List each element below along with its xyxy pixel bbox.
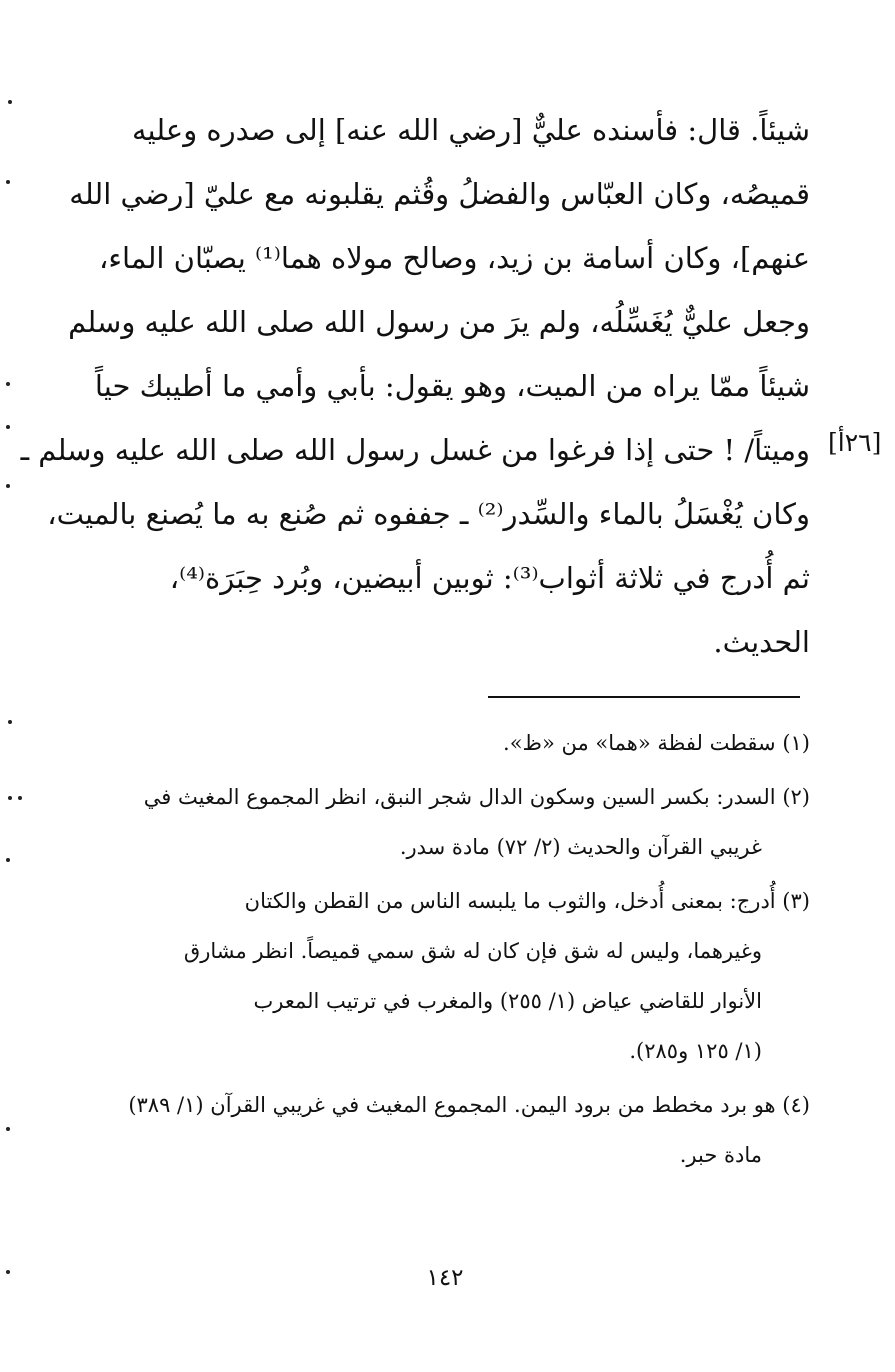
footnote-line: (٢) السدر: بكسر السين وسكون الدال شجر النبق، انظر المجموع المغيث في [143,785,810,809]
scan-speck [6,382,10,386]
main-text-line: وجعل عليٌّ يُغَسِّلُه، ولم يرَ من رسول الله صلى الله عليه وسلم [68,305,810,339]
main-text-line: الحديث. [713,625,810,659]
scan-speck [6,484,10,488]
footnotes-section [108,718,810,1180]
footnote-line: مادة حبر. [679,1143,762,1167]
scan-speck [6,1270,10,1274]
footnote-line: (١/ ١٢٥ و٢٨٥). [629,1039,762,1063]
footnote-line: (٣) أُدرج: بمعنى أُدخل، والثوب ما يلبسه الناس من القطن والكتان [244,889,810,913]
main-text-line: وميتاً/ ! حتى إذا فرغوا من غسل رسول الله صلى الله عليه وسلم ـ [20,433,810,467]
footnote-1 [108,718,810,768]
main-text-line: عنهم]، وكان أسامة بن زيد، وصالح مولاه هما⁽¹⁾ يصبّان الماء، [98,241,810,275]
footnote-2 [108,772,810,872]
footnote-line: (٤) هو برد مخطط من برود اليمن. المجموع المغيث في غريبي القرآن (١/ ٣٨٩) [128,1093,810,1117]
main-text-line: وكان يُغْسَلُ بالماء والسِّدر⁽²⁾ ـ جففوه ثم صُنع به ما يُصنع بالميت، [47,497,810,531]
scan-speck [6,1127,10,1131]
main-text-line: ثم أُدرج في ثلاثة أثواب⁽³⁾: ثوبين أبيضين، وبُرد حِبَرَة⁽⁴⁾، [169,561,810,595]
main-text-body [20,98,810,674]
footnote-line: غريبي القرآن والحديث (٢/ ٧٢) مادة سدر. [399,835,762,859]
main-text-line: شيئاً ممّا يراه من الميت، وهو يقول: بأبي وأمي ما أطيبك حياً [94,369,810,403]
scan-speck [6,858,10,862]
scan-speck [8,796,12,800]
manuscript-folio-reference: [٢٦أ] [828,428,882,457]
footnote-4 [108,1080,810,1180]
main-text-line: شيئاً. قال: فأسنده عليٌّ [رضي الله عنه] إلى صدره وعليه [132,113,810,147]
scan-speck [6,180,10,184]
page-number: ١٤٢ [426,1265,464,1291]
footnote-3 [108,876,810,1076]
scan-speck [8,720,12,724]
scan-speck [8,100,12,104]
main-text-line: قميصُه، وكان العبّاس والفضلُ وقُثم يقلبونه مع عليّ [رضي الله [69,177,810,211]
footnote-separator [488,696,800,698]
footnote-line: (١) سقطت لفظة «هما» من «ظ». [503,731,810,755]
scan-speck [18,796,22,800]
footnote-line: وغيرهما، وليس له شق فإن كان له شق سمي قميصاً. انظر مشارق [183,939,762,963]
scan-speck [6,425,10,429]
footnote-line: الأنوار للقاضي عياض (١/ ٢٥٥) والمغرب في ترتيب المعرب [253,989,762,1013]
